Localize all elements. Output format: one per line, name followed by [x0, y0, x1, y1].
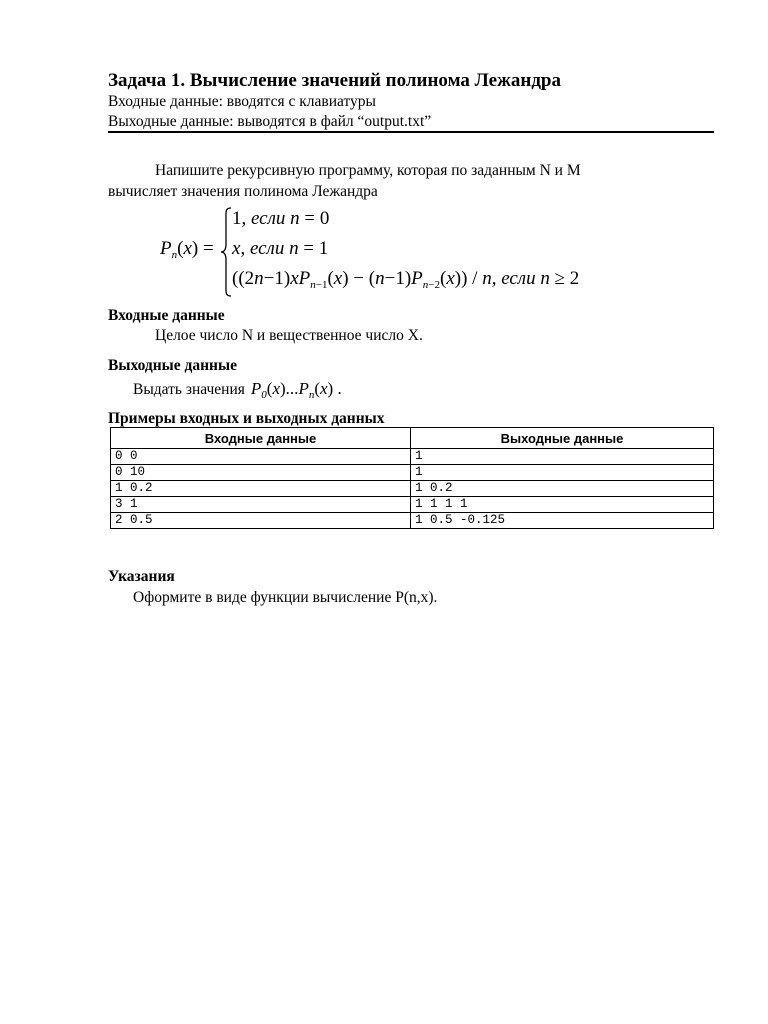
- table-header-row: [111, 428, 714, 449]
- table-cell: 2 0.5: [111, 513, 411, 529]
- task-title: Задача 1. Вычисление значений полинома Лежандра: [108, 70, 561, 91]
- table-cell: 0 10: [111, 465, 411, 481]
- table-cell: 0 0: [111, 449, 411, 465]
- examples-table: [110, 427, 714, 529]
- table-row: [111, 465, 714, 481]
- problem-statement: [108, 160, 714, 202]
- formula-lhs: $P_n(x)$ =: [160, 238, 214, 261]
- column-header-input: Входные данные: [111, 428, 411, 449]
- input-description: Целое число N и вещественное число X.: [155, 327, 423, 344]
- table-cell: 3 1: [111, 497, 411, 513]
- table-cell: 1: [411, 465, 714, 481]
- output-text: Выдать значения: [133, 381, 245, 398]
- table-row: [111, 497, 714, 513]
- input-source-line: Входные данные: вводятся с клавиатуры: [108, 93, 376, 110]
- hints-heading: Указания: [108, 568, 175, 585]
- output-target-line: Выходные данные: выводятся в файл “output.txt”: [108, 113, 432, 130]
- intro-line-1: Напишите рекурсивную программу, которая по заданным N и M: [155, 162, 581, 179]
- examples-heading: Примеры входных и выходных данных: [108, 410, 385, 427]
- output-heading: Выходные данные: [108, 357, 237, 374]
- table-row: [111, 449, 714, 465]
- table-cell: 1 1 1 1: [411, 497, 714, 513]
- output-math: $P_0(x)...P_n(x)$ .: [250, 379, 342, 401]
- table-row: [111, 513, 714, 529]
- formula-case-2: x, если n = 1: [232, 238, 329, 259]
- table-cell: 1: [411, 449, 714, 465]
- legendre-formula: [140, 206, 700, 298]
- intro-line-2: вычисляет значения полинома Лежандра: [108, 183, 378, 200]
- formula-case-1: 1, если n = 0: [232, 208, 330, 229]
- output-description: [133, 379, 342, 401]
- piecewise-brace: [220, 206, 232, 298]
- table-cell: 1 0.5 -0.125: [411, 513, 714, 529]
- header-divider: [108, 131, 714, 133]
- table-row: [111, 481, 714, 497]
- table-cell: 1 0.2: [411, 481, 714, 497]
- formula-case-3: $((2n-1)xP_{n-1}(x) - (n-1)P_{n-2}(x)) / n$, если n ≥ 2: [232, 268, 580, 291]
- table-cell: 1 0.2: [111, 481, 411, 497]
- hints-text: Оформите в виде функции вычисление P(n,x).: [133, 589, 438, 606]
- column-header-output: Выходные данные: [411, 428, 714, 449]
- input-heading: Входные данные: [108, 307, 225, 324]
